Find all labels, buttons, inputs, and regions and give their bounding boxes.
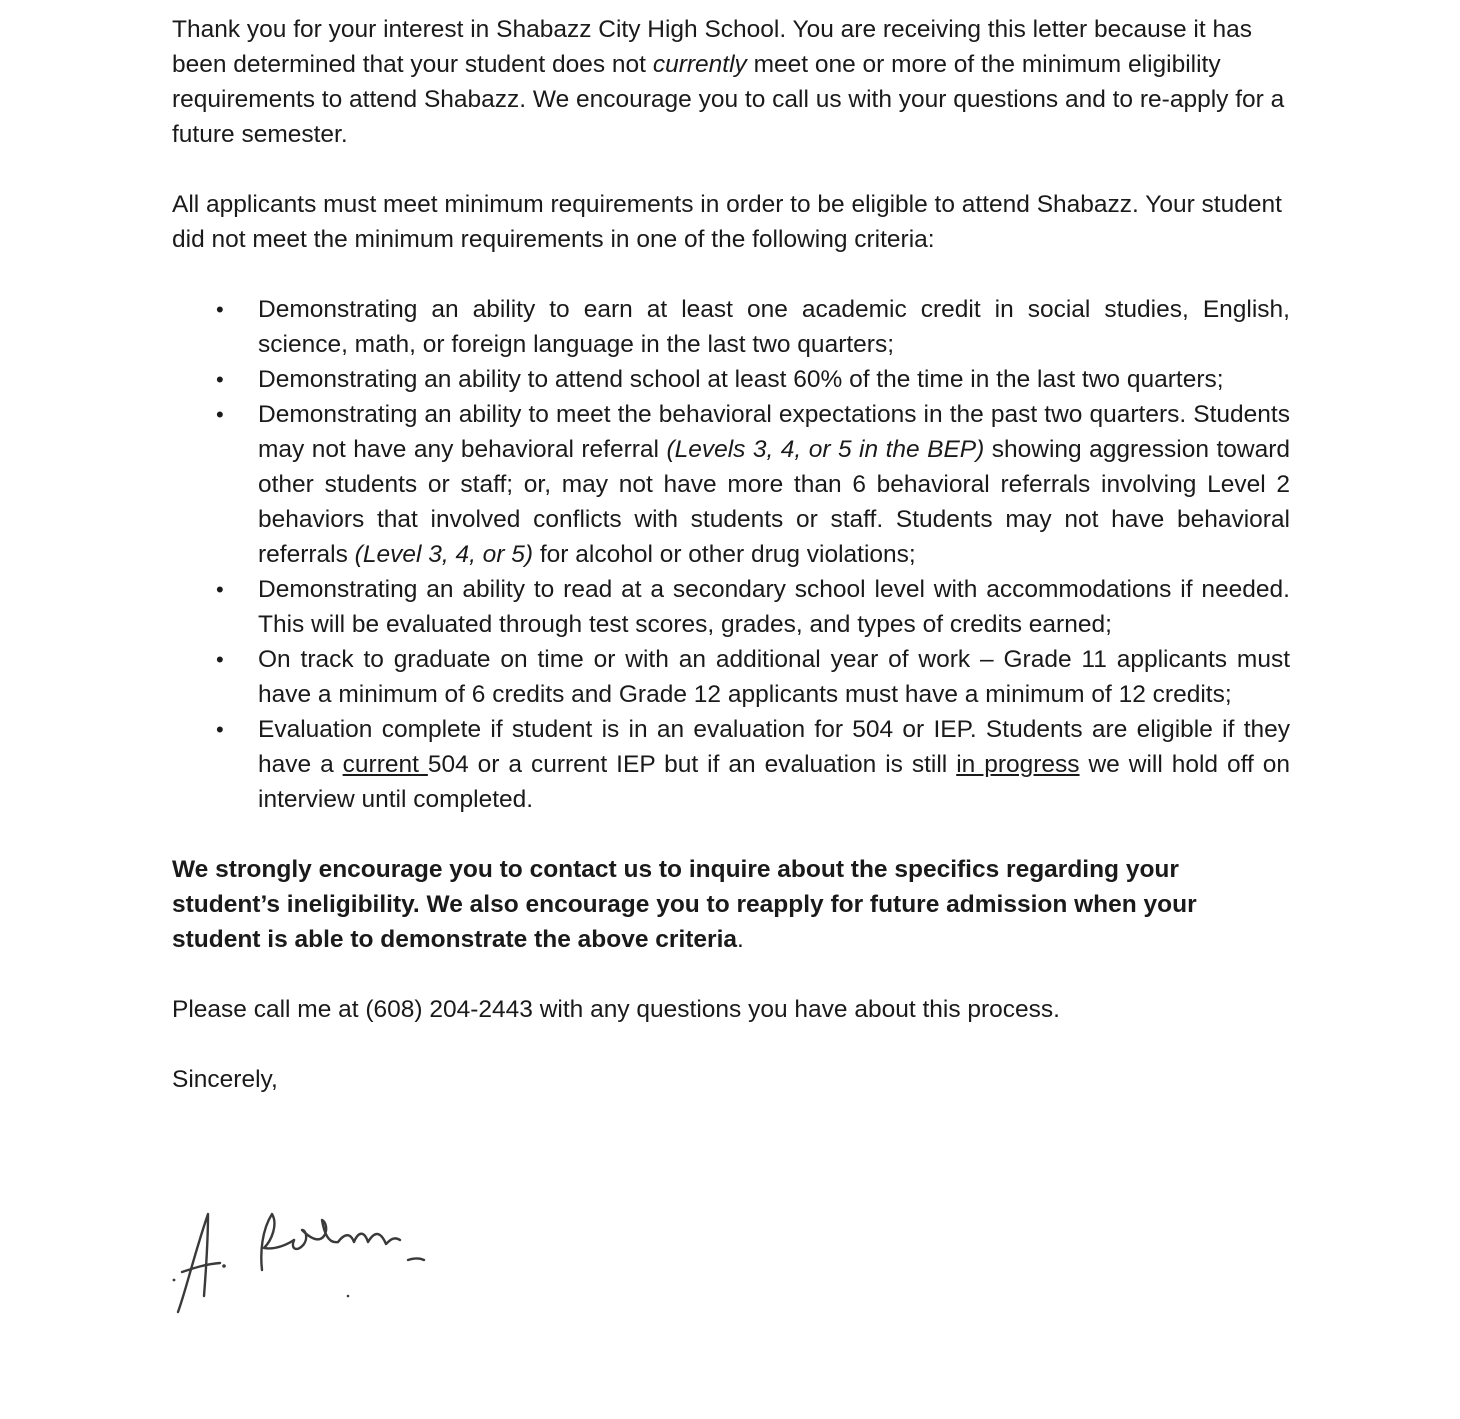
criteria-text: Demonstrating an ability to earn at least one academic credit in social studies, English, science, math, or foreign language in the last two quarters; xyxy=(258,296,1290,358)
criteria-list xyxy=(172,292,1290,817)
criteria-text: we will hold off on interview until completed. xyxy=(258,751,1290,813)
closing-salutation: Sincerely, xyxy=(172,1066,278,1093)
bullet-icon: • xyxy=(216,402,224,427)
criteria-text: showing aggression toward other students or staff; or, may not have more than 6 behavioral referrals involving Level 2 behaviors that involved conflicts with students or staff. Students may not have behavioral referrals xyxy=(258,436,1291,568)
intro-paragraph xyxy=(172,12,1290,152)
criteria-text: 504 or a current IEP but if an evaluation is still xyxy=(427,751,957,778)
criteria-text: Evaluation complete if student is in an evaluation for 504 or IEP. Students are eligible if they have a xyxy=(258,716,1290,778)
criteria-text: On track to graduate on time or with an additional year of work – Grade 11 applicants must have a minimum of 6 credits and Grade 12 applicants must have a minimum of 12 credits; xyxy=(258,646,1290,708)
criteria-item-behavior xyxy=(172,397,1290,572)
encourage-period: . xyxy=(737,926,744,953)
criteria-item-reading xyxy=(172,572,1290,642)
criteria-emphasis: (Levels 3, 4, or 5 in the BEP) xyxy=(666,436,985,463)
criteria-item-evaluation xyxy=(172,712,1290,817)
criteria-emphasis: (Level 3, 4, or 5) xyxy=(354,541,534,568)
intro-text-1: Thank you for your interest in Shabazz City High School. You are receiving this letter because it has been determined that your student does not xyxy=(172,16,1252,78)
bullet-icon: • xyxy=(216,647,224,672)
criteria-item-graduation xyxy=(172,642,1290,712)
criteria-text: Demonstrating an ability to attend school at least 60% of the time in the last two quarters; xyxy=(258,366,1224,393)
bullet-icon: • xyxy=(216,717,224,742)
bullet-icon: • xyxy=(216,577,224,602)
signature-image xyxy=(168,1200,438,1330)
letter-body xyxy=(172,12,1290,1097)
intro-text-2: meet one or more of the minimum eligibility requirements to attend Shabazz. We encourage you to call us with your questions and to re-apply for a future semester. xyxy=(172,51,1285,148)
requirements-intro: All applicants must meet minimum requirements in order to be eligible to attend Shabazz. Your student did not meet the minimum requirements in one of the following criteria: xyxy=(172,191,1282,253)
intro-emphasis: currently xyxy=(652,51,747,78)
criteria-item-attendance xyxy=(172,362,1290,397)
encourage-text: We strongly encourage you to contact us to inquire about the specifics regarding your student’s ineligibility. We also encourage you to reapply for future admission when your student is able to demonstrate the above criteria xyxy=(172,856,1197,953)
criteria-text: for alcohol or other drug violations; xyxy=(533,541,916,568)
encourage-paragraph xyxy=(172,852,1290,957)
criteria-underline: in progress xyxy=(956,751,1080,778)
criteria-text: Demonstrating an ability to read at a secondary school level with accommodations if needed. This will be evaluated through test scores, grades, and types of credits earned; xyxy=(258,576,1290,638)
call-paragraph: Please call me at (608) 204-2443 with any questions you have about this process. xyxy=(172,996,1060,1023)
bullet-icon: • xyxy=(216,367,224,392)
criteria-item-credits xyxy=(172,292,1290,362)
criteria-underline: current xyxy=(342,751,428,778)
bullet-icon: • xyxy=(216,297,224,322)
criteria-text: Demonstrating an ability to meet the behavioral expectations in the past two quarters. Students may not have any behavioral referral xyxy=(258,401,1290,463)
